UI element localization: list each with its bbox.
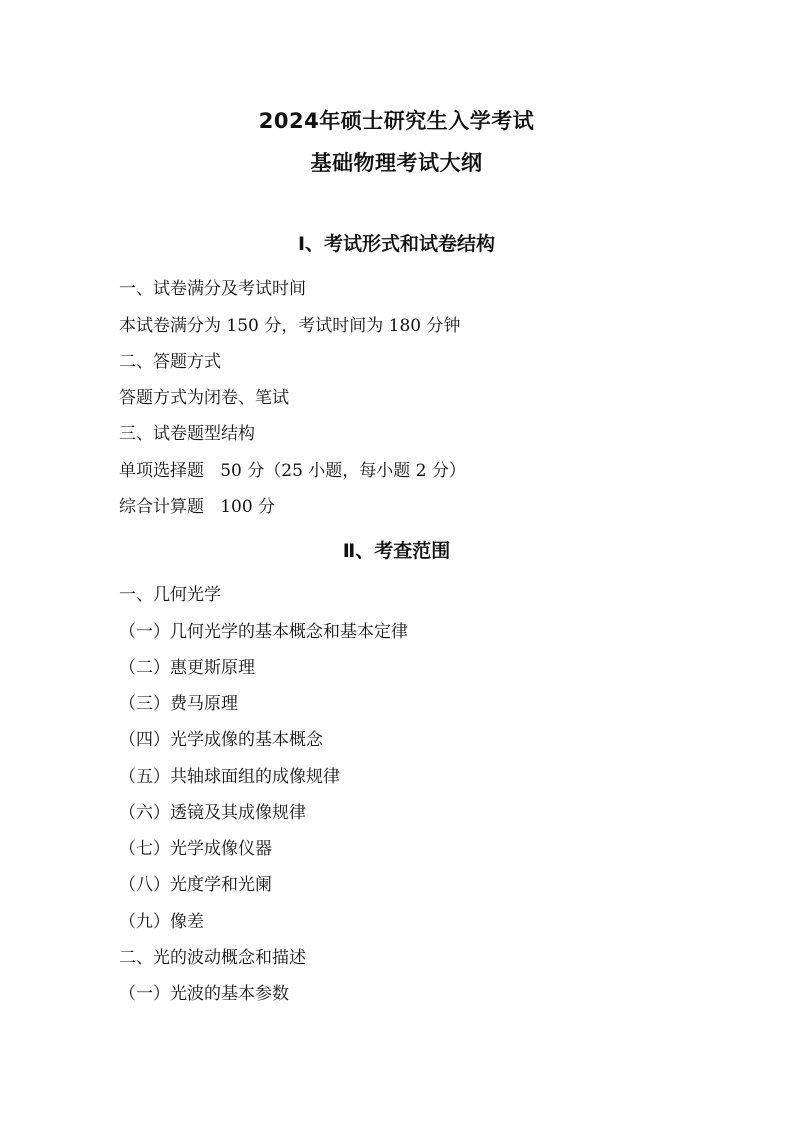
document-title-line2: 基础物理考试大纲 [310, 151, 483, 175]
list-item: （二）惠更斯原理 [119, 658, 255, 678]
subsection-heading: 一、几何光学 [119, 585, 221, 605]
body-text: 答题方式为闭卷、笔试 [119, 388, 289, 408]
list-item: （六）透镜及其成像规律 [119, 803, 306, 823]
section-heading-exam-scope: Ⅱ、考查范围 [342, 540, 451, 562]
document-title-line1: 2024年硕士研究生入学考试 [258, 109, 535, 133]
subsection-heading: 一、试卷满分及考试时间 [119, 279, 306, 299]
body-text: 单项选择题 50 分（25 小题，每小题 2 分） [119, 461, 466, 481]
subsection-heading: 二、光的波动概念和描述 [119, 948, 306, 968]
list-item: （四）光学成像的基本概念 [119, 730, 323, 750]
list-item: （九）像差 [119, 912, 204, 932]
body-text: 综合计算题 100 分 [119, 497, 276, 517]
subsection-heading: 三、试卷题型结构 [119, 424, 255, 444]
section-heading-exam-format: Ⅰ、考试形式和试卷结构 [297, 233, 496, 255]
list-item: （一）光波的基本参数 [119, 984, 289, 1004]
subsection-heading: 二、答题方式 [119, 352, 221, 372]
list-item: （一）几何光学的基本概念和基本定律 [119, 622, 408, 642]
list-item: （八）光度学和光阑 [119, 875, 272, 895]
list-item: （七）光学成像仪器 [119, 839, 272, 859]
body-text: 本试卷满分为 150 分，考试时间为 180 分钟 [119, 316, 461, 336]
list-item: （五）共轴球面组的成像规律 [119, 767, 340, 787]
list-item: （三）费马原理 [119, 694, 238, 714]
